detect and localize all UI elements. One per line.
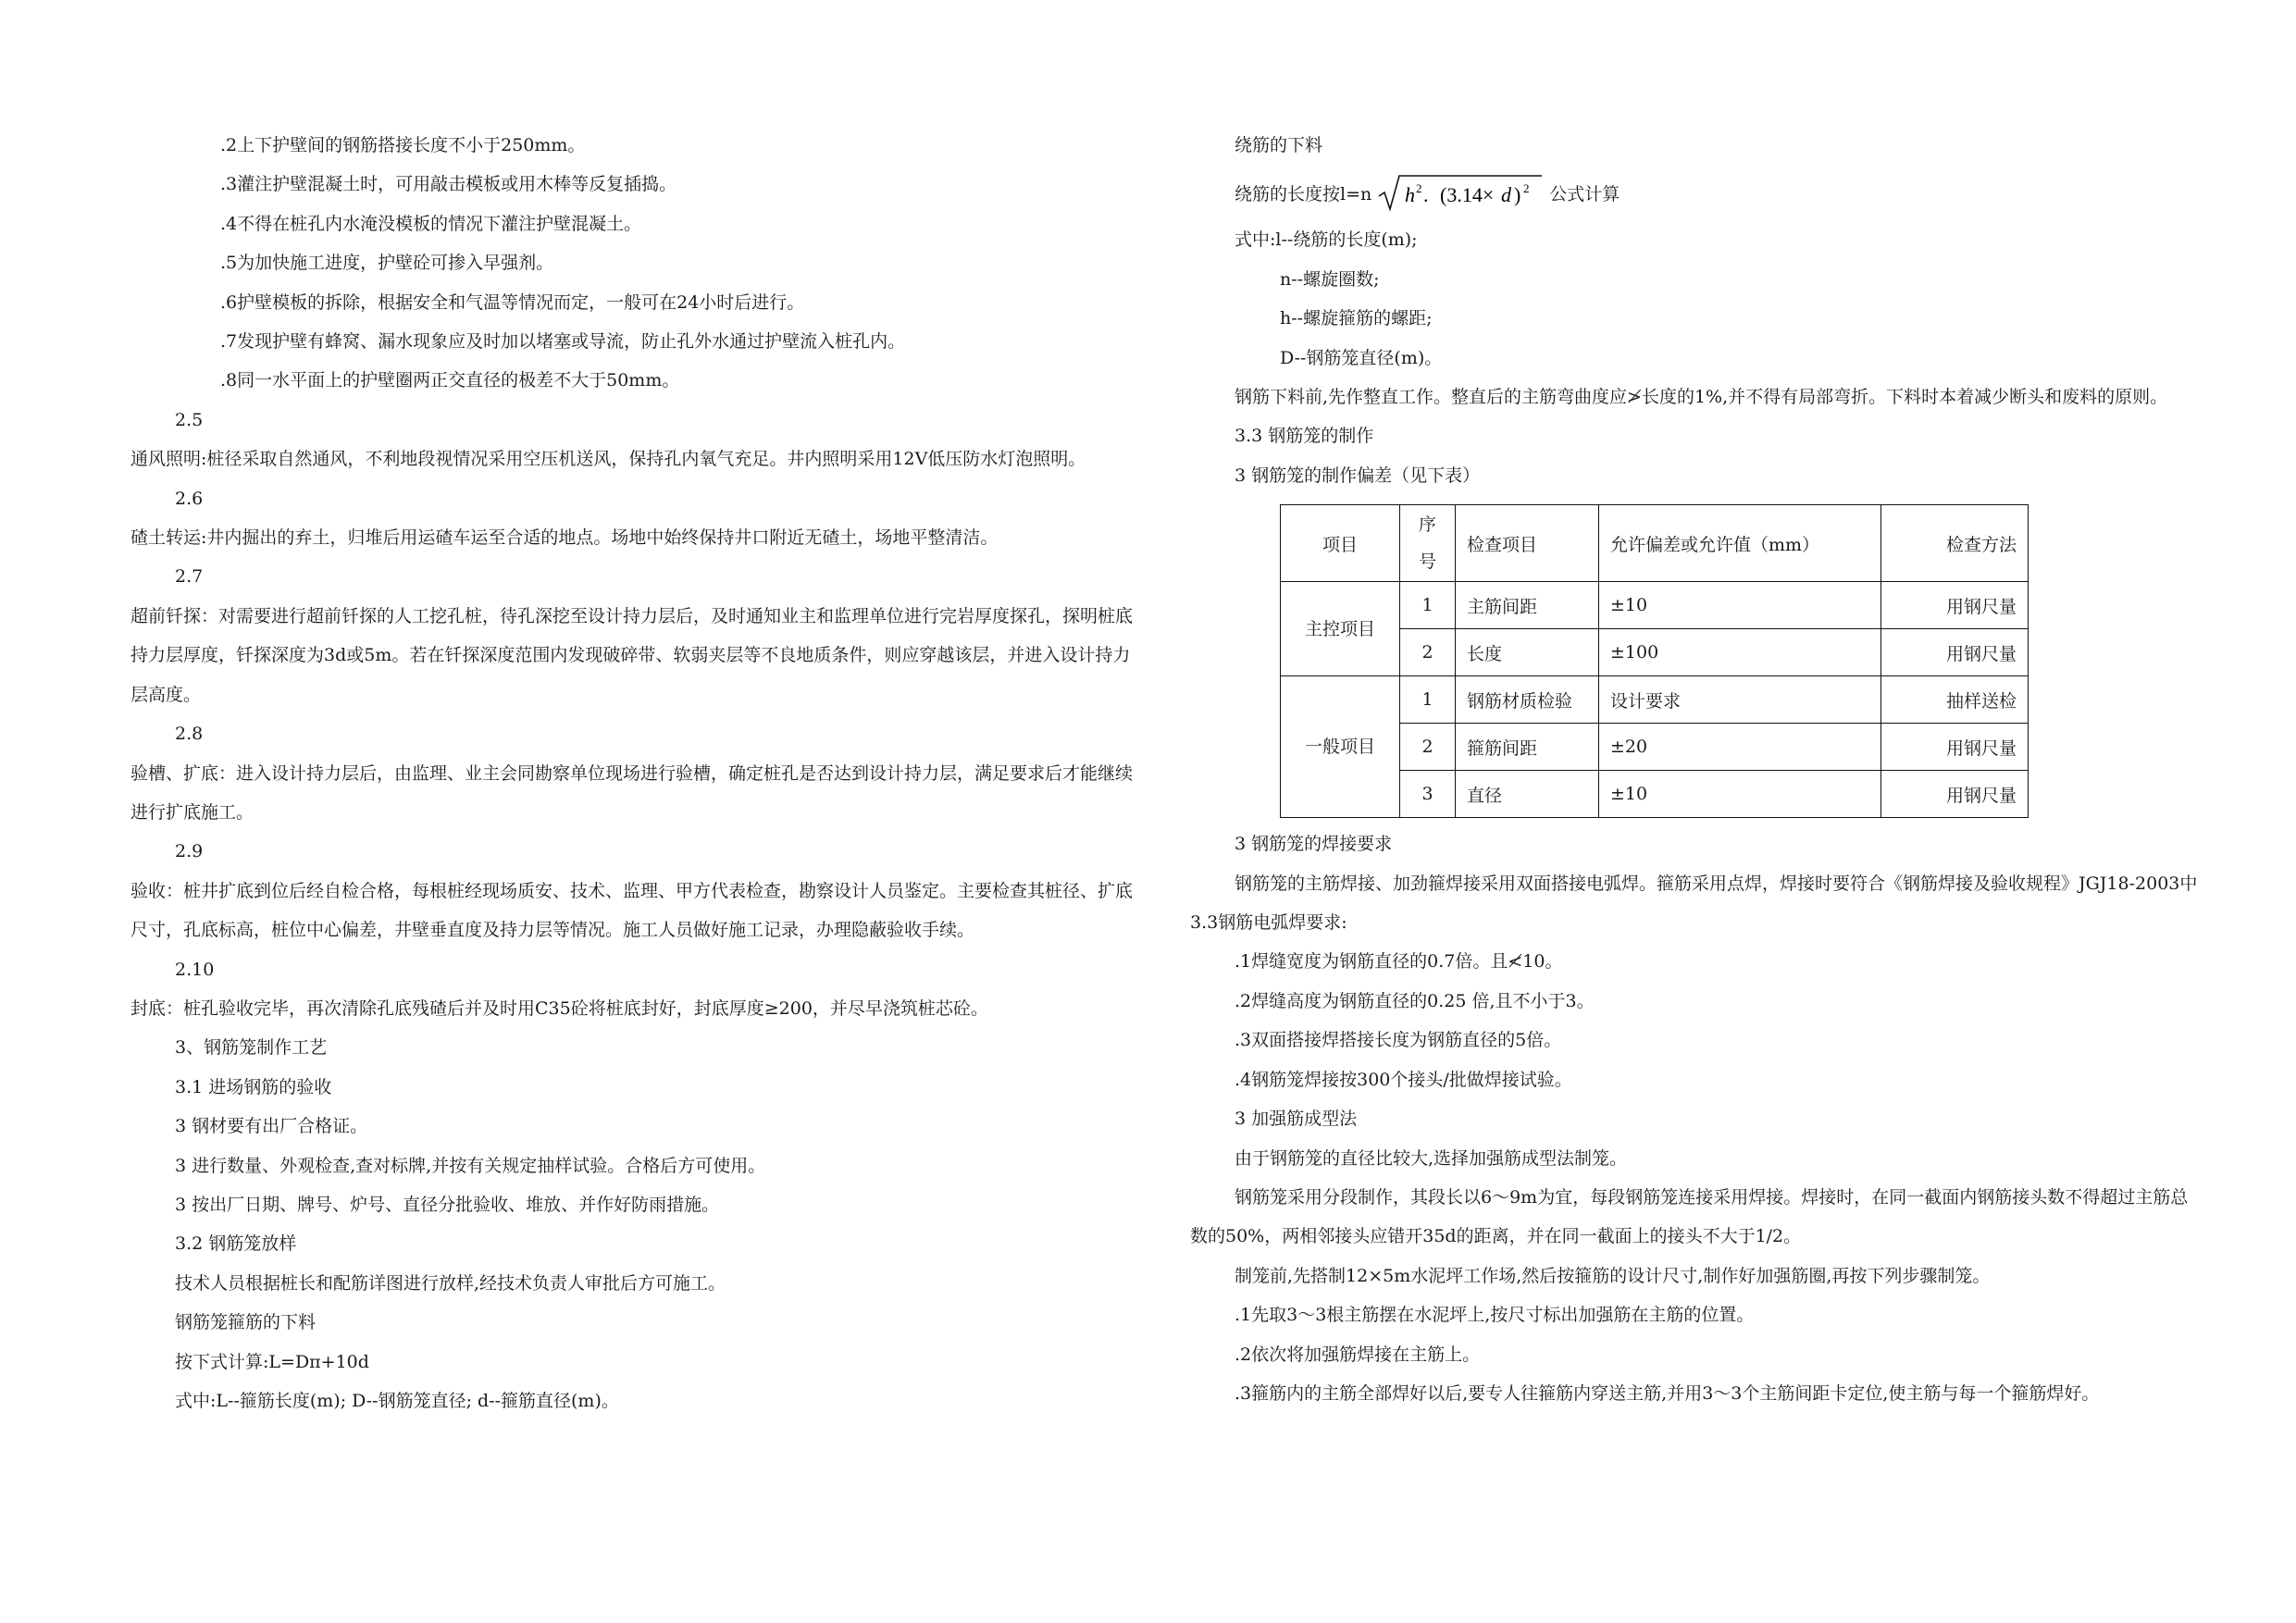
svg-text:2: 2 [1416, 181, 1422, 196]
table-header-cell: 允许偏差或允许值（mm） [1599, 505, 1881, 582]
heading: 3.1 进场钢筋的验收 [175, 1076, 332, 1097]
heading: 3、钢筋笼制作工艺 [175, 1037, 328, 1059]
text-line: 式中:l--绕筋的长度(m); [1235, 229, 1418, 251]
text-line: n--螺旋圈数; [1280, 268, 1380, 290]
table-cell: 1 [1400, 676, 1456, 724]
heading: 3.2 钢筋笼放样 [175, 1233, 297, 1255]
svg-text:.: . [1423, 183, 1429, 207]
paragraph: 碴土转运:井内掘出的弃土，归堆后用运碴车运至合适的地点。场地中始终保持井口附近无碴土，场地平整清洁。 [130, 527, 999, 549]
heading: 3 钢筋笼的制作偏差（见下表） [1235, 465, 1481, 486]
heading: 3 加强筋成型法 [1235, 1109, 1358, 1130]
text-line: 3 进行数量、外观检查,查对标牌,并按有关规定抽样试验。合格后方可使用。 [175, 1155, 766, 1176]
text-line: h--螺旋箍筋的螺距; [1280, 308, 1433, 329]
paragraph: 封底：桩孔验收完毕，再次清除孔底残碴后并及时用C35砼将桩底封好，封底厚度≥200，并尽早浇筑桩芯砼。 [130, 997, 988, 1019]
text-line: 3 按出厂日期、牌号、炉号、直径分批验收、堆放、并作好防雨措施。 [175, 1194, 720, 1215]
text-line: .5为加快施工进度，护壁砼可掺入早强剂。 [220, 253, 554, 274]
formula-line: 按下式计算:L=Dπ+10d [175, 1351, 369, 1372]
tolerance-table-wrap [1190, 504, 2202, 824]
table-cell: 设计要求 [1599, 676, 1881, 724]
svg-text:2: 2 [1523, 181, 1530, 196]
table-header-row [1281, 505, 2029, 582]
text-line: 技术人员根据桩长和配筋详图进行放样,经技术负责人审批后方可施工。 [175, 1272, 726, 1294]
section-number: 2.10 [175, 959, 215, 980]
text-line: .1先取3～3根主筋摆在水泥坪上,按尺寸标出加强筋在主筋的位置。 [1235, 1305, 1755, 1326]
paragraph: 超前钎探：对需要进行超前钎探的人工挖孔桩，待孔深挖至设计持力层后，及时通知业主和监理单位进行完岩厚度探孔，探明桩底持力层厚度，钎探深度为3d或5m。若在钎探深度范围内发现破碎带、软弱夹层等不良地质条件，则应穿越该层，并进入设计持力层高度。 [130, 605, 1134, 705]
formula-prefix: 绕筋的长度按l=n [1235, 183, 1372, 204]
paragraph: 钢筋下料前,先作整直工作。整直后的主筋弯曲度应≯长度的1%,并不得有局部弯折。下料时本着减少断头和废料的原则。 [1235, 387, 2168, 408]
text-line: .2焊缝高度为钢筋直径的0.25 倍,且不小于3。 [1235, 990, 1595, 1011]
svg-text:(3.14×: (3.14× [1440, 183, 1495, 207]
right-column [1190, 126, 2202, 1413]
table-cell: 抽样送检 [1881, 676, 2029, 724]
table-cell: ±10 [1599, 582, 1881, 629]
heading: 3 钢筋笼的焊接要求 [1235, 834, 1393, 855]
text-line: D--钢筋笼直径(m)。 [1280, 347, 1443, 368]
table-row [1281, 676, 2029, 724]
svg-text:): ) [1514, 183, 1521, 207]
paragraph: 验收：桩井扩底到位后经自检合格，每根桩经现场质安、技术、监理、甲方代表检查，勘察设计人员鉴定。主要检查其桩径、扩底尺寸，孔底标高，桩位中心偏差，井壁垂直度及持力层等情况。施工人员做好施工记录，办理隐蔽验收手续。 [130, 880, 1134, 941]
text-line: .4钢筋笼焊接按300个接头/批做焊接试验。 [1235, 1069, 1572, 1090]
table-cell: 2 [1400, 629, 1456, 676]
text-line: 钢筋笼箍筋的下料 [175, 1312, 316, 1333]
svg-text:h: h [1405, 183, 1416, 207]
text-line: .1焊缝宽度为钢筋直径的0.7倍。且≮10。 [1235, 951, 1563, 973]
table-cell: ±100 [1599, 629, 1881, 676]
table-cell: ±20 [1599, 724, 1881, 771]
table-cell: 用钢尺量 [1881, 629, 2029, 676]
table-cell: 钢筋材质检验 [1456, 676, 1599, 724]
table-cell: 1 [1400, 582, 1456, 629]
table-cell: ±10 [1599, 771, 1881, 818]
text-line: .2上下护壁间的钢筋搭接长度不小于250mm。 [220, 135, 586, 155]
table-cell: 用钢尺量 [1881, 724, 2029, 771]
paragraph: .3箍筋内的主筋全部焊好以后,要专人往箍筋内穿送主筋,并用3～3个主筋间距卡定位,使主筋与每一个箍筋焊好。 [1235, 1382, 2100, 1404]
table-header-cell: 序号 [1400, 505, 1456, 582]
text-line: .4不得在桩孔内水淹没模板的情况下灌注护壁混凝土。 [220, 213, 642, 234]
table-cell: 主筋间距 [1456, 582, 1599, 629]
heading: 绕筋的下料 [1235, 135, 1323, 155]
heading: 3.3 钢筋笼的制作 [1235, 426, 1374, 447]
section-number: 2.6 [175, 488, 204, 509]
text-line: .7发现护壁有蜂窝、漏水现象应及时加以堵塞或导流，防止孔外水通过护壁流入桩孔内。 [220, 331, 906, 353]
table-header-cell: 检查项目 [1456, 505, 1599, 582]
table-cell: 2 [1400, 724, 1456, 771]
table-cell: 长度 [1456, 629, 1599, 676]
text-line: 式中:L--箍筋长度(m); D--钢筋笼直径; d--箍筋直径(m)。 [175, 1391, 619, 1411]
paragraph: 制笼前,先搭制12×5m水泥坪工作场,然后按箍筋的设计尺寸,制作好加强筋圈,再按下列步骤制笼。 [1235, 1265, 1991, 1286]
section-number: 2.9 [175, 841, 204, 862]
paragraph: 钢筋笼采用分段制作，其段长以6～9m为宜，每段钢筋笼连接采用焊接。焊接时，在同一截面内钢筋接头数不得超过主筋总数的50%，两相邻接头应错开35d的距离，并在同一截面上的接头不大于1/2。 [1190, 1186, 2189, 1247]
formula-suffix: 公式计算 [1549, 183, 1620, 204]
section-number: 2.5 [175, 409, 204, 430]
sqrt-formula-icon [1377, 172, 1544, 213]
text-line: .6护壁模板的拆除，根据安全和气温等情况而定，一般可在24小时后进行。 [220, 291, 805, 313]
paragraph: 验槽、扩底：进入设计持力层后，由监理、业主会同勘察单位现场进行验槽，确定桩孔是否达到设计持力层，满足要求后才能继续进行扩底施工。 [130, 762, 1134, 823]
table-cell: 直径 [1456, 771, 1599, 818]
paragraph: 由于钢筋笼的直径比较大,选择加强筋成型法制笼。 [1235, 1147, 1628, 1169]
text-line: .3灌注护壁混凝土时，可用敲击模板或用木棒等反复插捣。 [220, 174, 677, 195]
text-line: .3双面搭接焊搭接长度为钢筋直径的5倍。 [1235, 1030, 1562, 1051]
table-header-cell: 项目 [1281, 505, 1400, 582]
table-header-cell: 检查方法 [1881, 505, 2029, 582]
text-line: 3 钢材要有出厂合格证。 [175, 1116, 368, 1137]
paragraph: 钢筋笼的主筋焊接、加劲箍焊接采用双面搭接电弧焊。箍筋采用点焊，焊接时要符合《钢筋焊接及验收规程》JGJ18-2003中3.3钢筋电弧焊要求: [1190, 873, 2198, 934]
formula-line [1190, 165, 2202, 220]
table-group-cell: 主控项目 [1281, 582, 1400, 676]
tolerance-table [1280, 504, 2029, 818]
table-cell: 用钢尺量 [1881, 771, 2029, 818]
section-number: 2.7 [175, 566, 204, 588]
svg-text:d: d [1501, 183, 1512, 207]
table-cell: 箍筋间距 [1456, 724, 1599, 771]
left-column [130, 126, 1144, 1420]
table-cell: 3 [1400, 771, 1456, 818]
table-group-cell: 一般项目 [1281, 676, 1400, 818]
paragraph: 通风照明:桩径采取自然通风，不利地段视情况采用空压机送风，保持孔内氧气充足。井内照明采用12V低压防水灯泡照明。 [130, 449, 1086, 470]
text-line: .8同一水平面上的护壁圈两正交直径的极差不大于50mm。 [220, 370, 680, 391]
section-number: 2.8 [175, 724, 204, 745]
table-cell: 用钢尺量 [1881, 582, 2029, 629]
table-row [1281, 582, 2029, 629]
text-line: .2依次将加强筋焊接在主筋上。 [1235, 1344, 1481, 1365]
